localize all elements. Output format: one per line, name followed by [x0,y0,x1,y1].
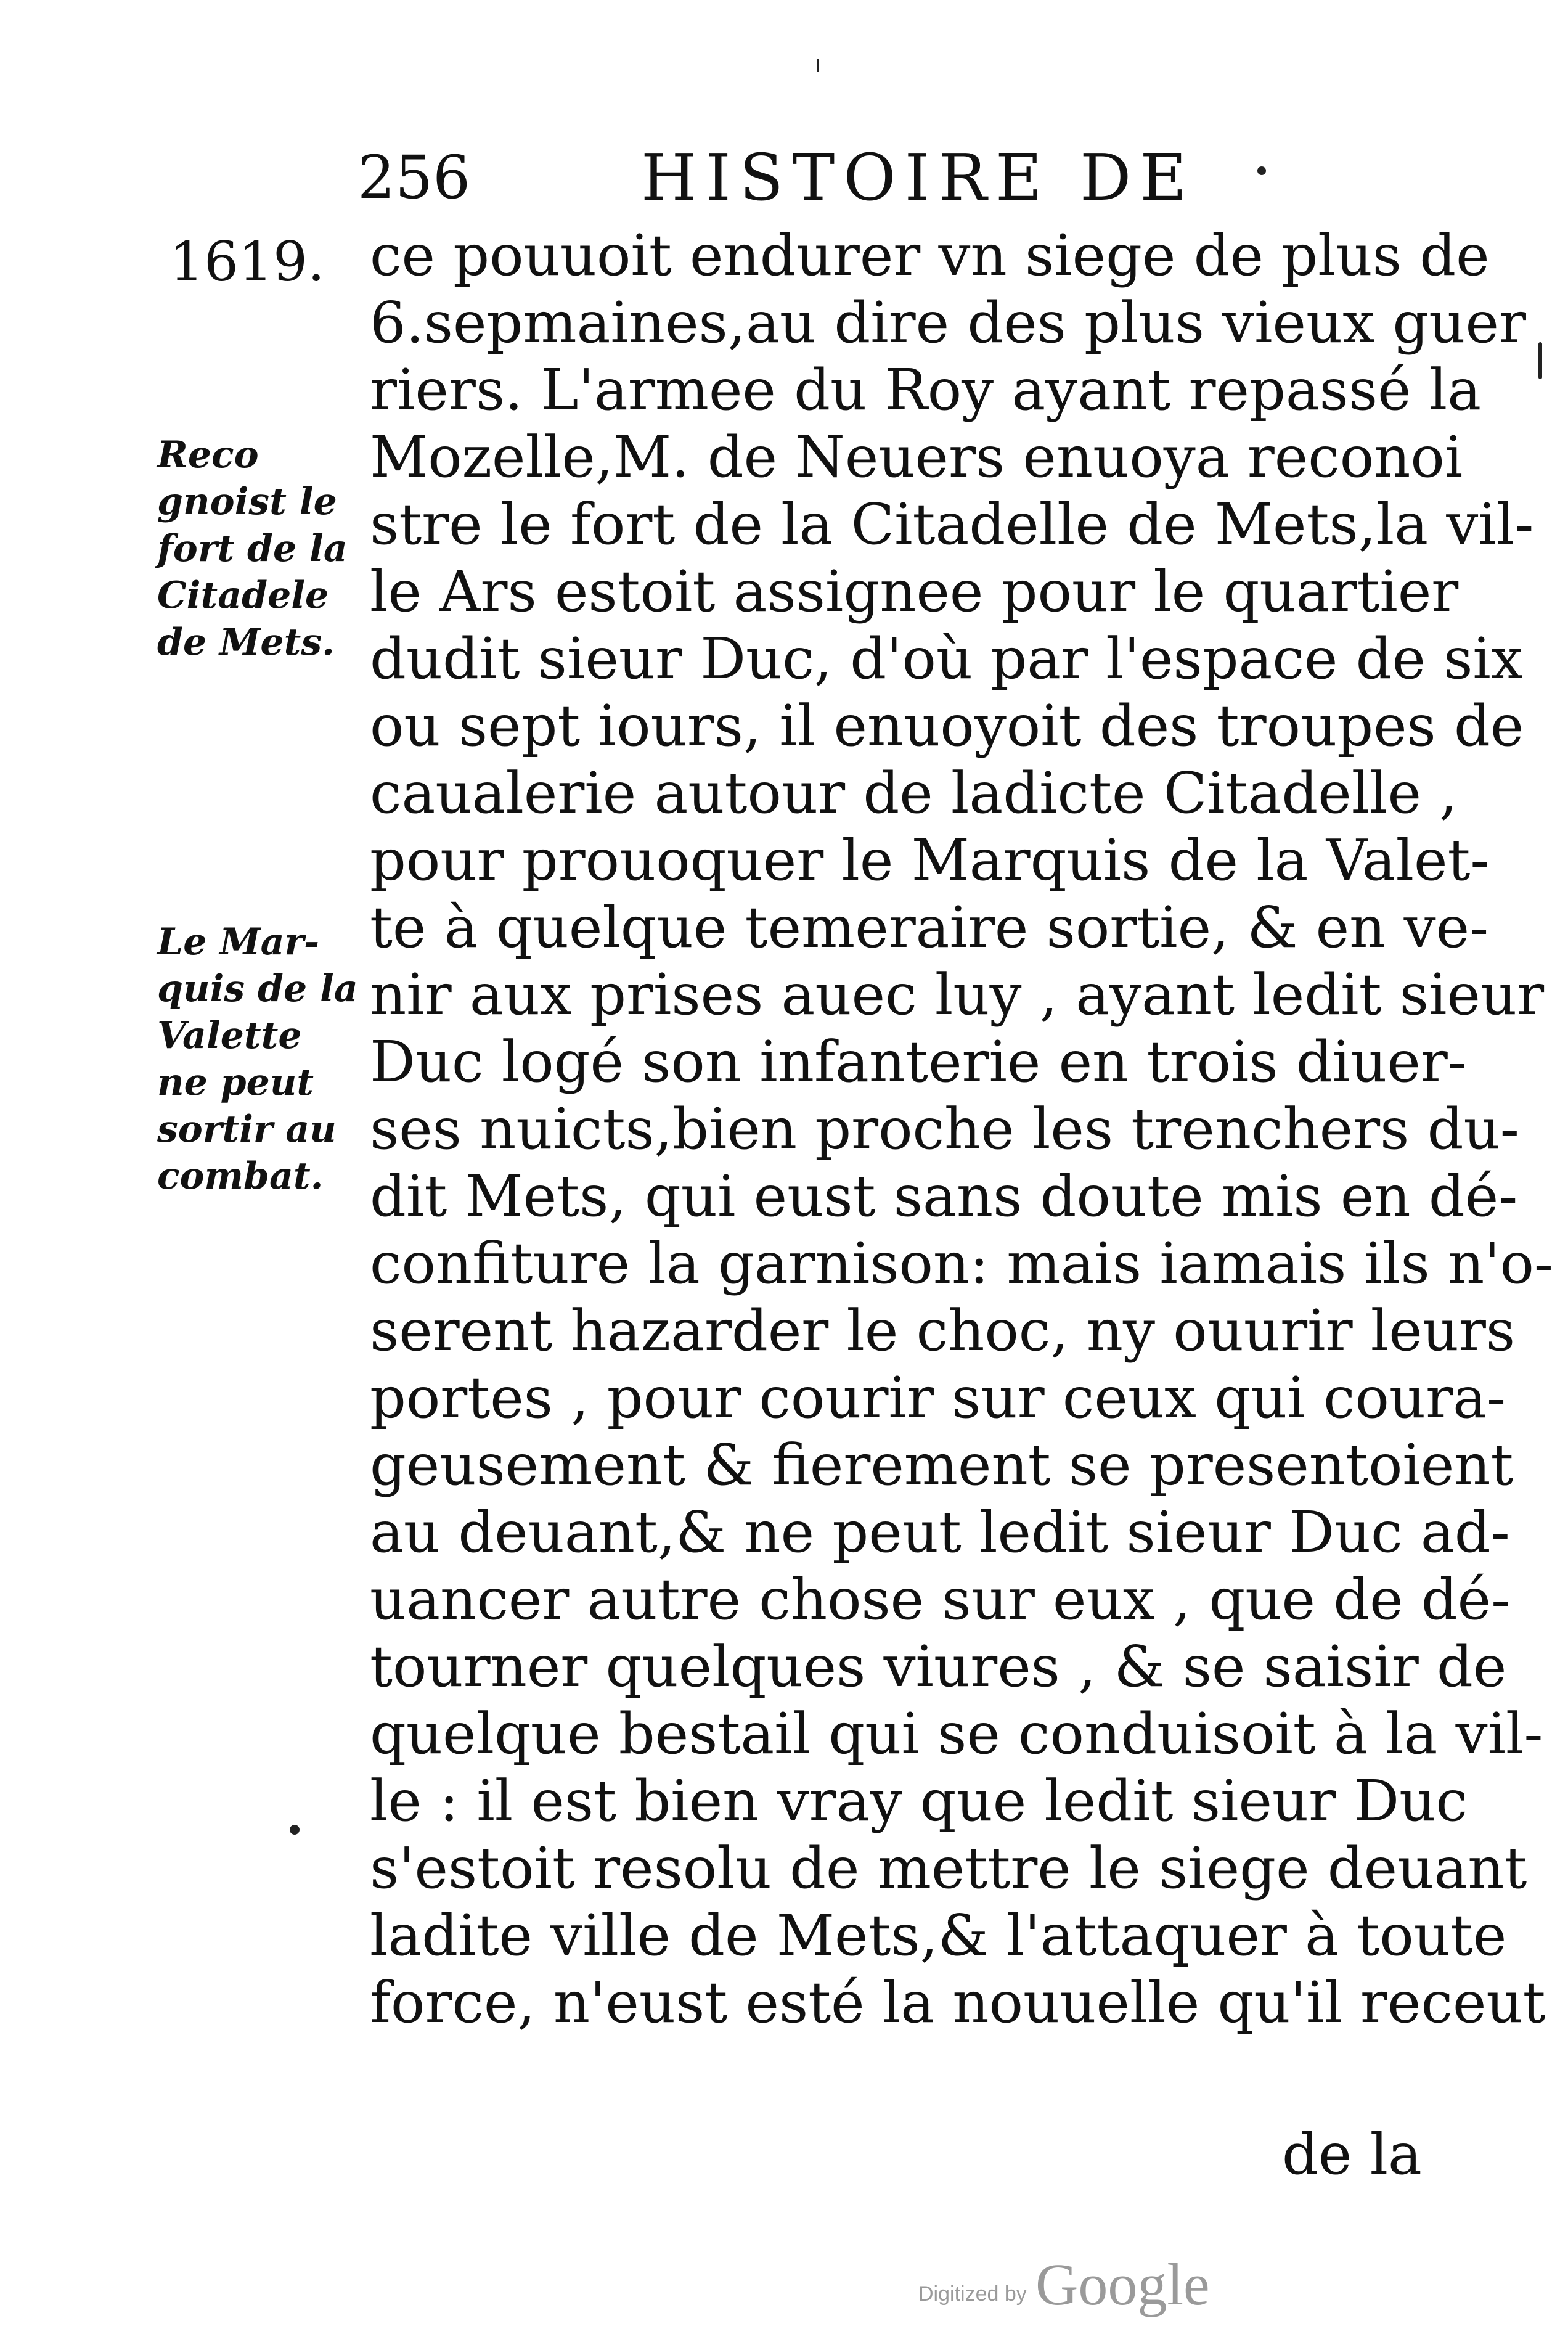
ink-speck [1257,166,1266,175]
text-line: dudit sieur Duc, d'où par l'espace de six [370,626,1523,692]
ink-speck [1538,342,1542,379]
text-line: ladite ville de Mets,& l'attaquer à toute [370,1902,1507,1968]
margin-note-line: ne peut [157,1061,314,1104]
text-line: nir aux prises auec luy , ayant ledit sieur [370,962,1545,1028]
page-number: 256 [357,143,471,212]
text-line: caualerie autour de ladicte Citadelle , [370,760,1458,826]
text-line: ou sept iours, il enuoyoit des troupes de [370,693,1524,759]
text-line: portes , pour courir sur ceux qui coura- [370,1365,1506,1431]
margin-note-line: quis de la [157,967,358,1010]
ink-speck [290,1825,300,1835]
margin-note-line: Reco [157,433,259,477]
margin-note-line: de Mets. [157,621,335,664]
text-line: Duc logé son infanterie en trois diuer- [370,1029,1467,1095]
margin-note-line: Valette [157,1014,302,1057]
text-line: au deuant,& ne peut ledit sieur Duc ad- [370,1499,1510,1565]
page-header [357,141,1282,215]
text-line: riers. L'armee du Roy ayant repassé la [370,357,1482,423]
margin-note-line: Le Mar- [157,920,320,964]
text-line: dit Mets, qui eust sans doute mis en dé- [370,1163,1518,1229]
text-line: geusement & fierement se presentoient [370,1432,1514,1498]
text-line: pour prouoquer le Marquis de la Valet- [370,827,1490,893]
text-line: s'estoit resolu de mettre le siege deuant [370,1835,1527,1901]
text-line: te à quelque temeraire sortie, & en ve- [370,895,1489,960]
text-line: confiture la garnison: mais iamais ils n'o- [370,1230,1553,1296]
margin-note-line: gnoist le [157,480,337,523]
text-line: ses nuicts,bien proche les trenchers du- [370,1096,1519,1162]
text-line: le : il est bien vray que ledit sieur Duc [370,1768,1468,1834]
digitized-watermark [918,2250,1264,2318]
margin-note-line: Citadele [157,574,329,617]
ink-speck [817,59,819,72]
google-logo: Google [1035,2251,1210,2317]
text-line: Mozelle,M. de Neuers enuoya reconoi [370,424,1463,490]
watermark-digitized-label: Digitized by [918,2282,1027,2306]
text-line: force, n'eust esté la nouuelle qu'il receut [370,1970,1546,2036]
text-line: quelque bestail qui se conduisoit à la vil- [370,1701,1543,1767]
text-line: ce pouuoit endurer vn siege de plus de [370,223,1490,289]
text-line: le Ars estoit assignee pour le quartier [370,559,1459,624]
margin-note-valette [157,919,358,1200]
year-marker: 1619. [169,230,325,293]
margin-note-line: fort de la [157,527,348,570]
margin-note-citadel [157,432,354,666]
body-text [370,222,1553,2036]
margin-note-line: sortir au [157,1108,337,1151]
text-line: 6.sepmaines,au dire des plus vieux guer [370,290,1526,356]
text-line: serent hazarder le choc, ny ouurir leurs [370,1298,1516,1364]
text-line: tourner quelques viures , & se saisir de [370,1634,1507,1700]
margin-note-line: combat. [157,1155,324,1198]
text-line: stre le fort de la Citadelle de Mets,la vil- [370,491,1534,557]
text-line: uancer autre chose sur eux , que de dé- [370,1566,1511,1632]
catchword: de la [1282,2121,1422,2187]
running-title: HISTOIRE DE [641,140,1196,215]
